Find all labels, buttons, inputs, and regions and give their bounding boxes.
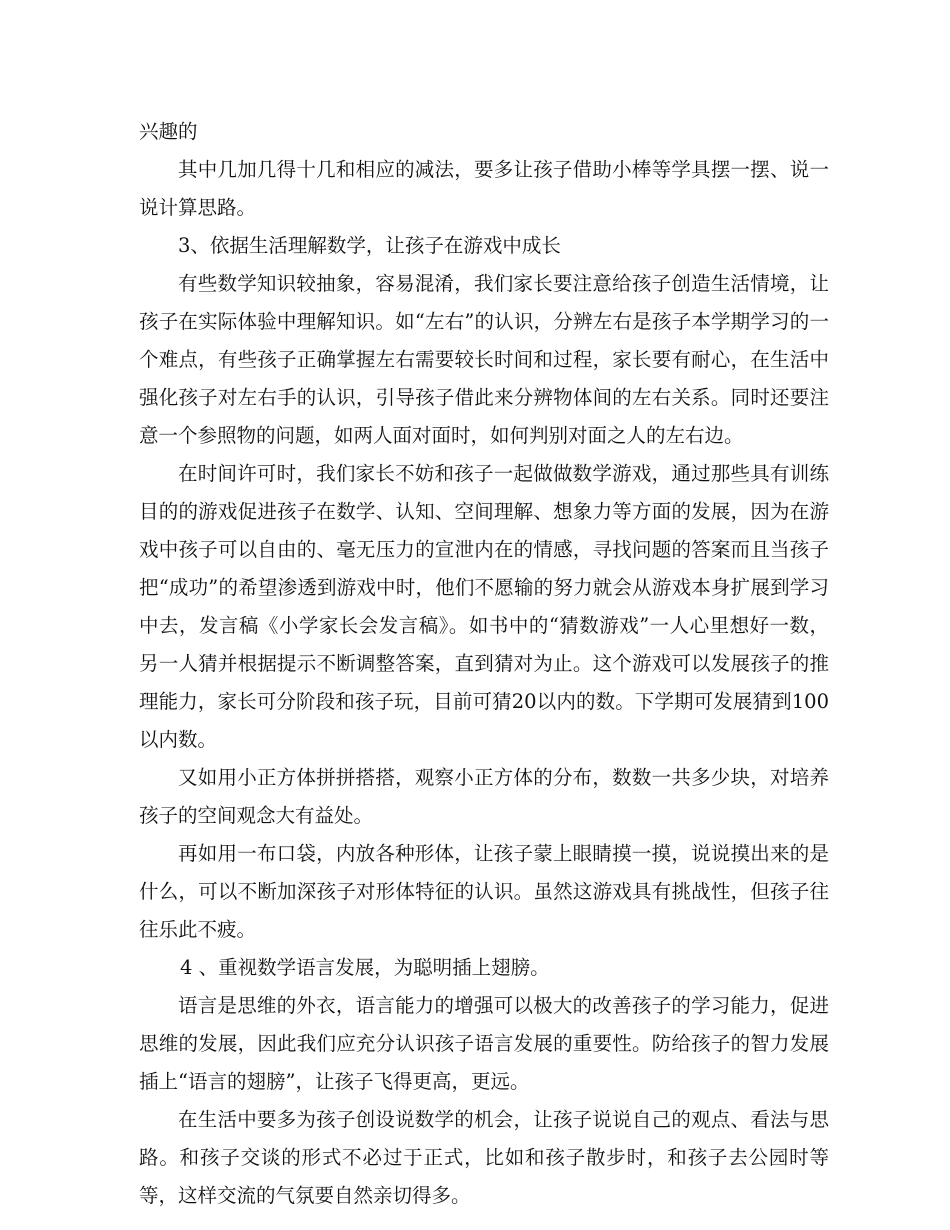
paragraph-language: 语言是思维的外衣，语言能力的增强可以极大的改善孩子的学习能力，促进思维的发展，因此我们应充分认识孩子语言发展的重要性。防给孩子的智力发展插上“语言的翅膀”，让孩子飞得更高，更远。 [139, 994, 829, 1093]
paragraph-left-right: 有些数学知识较抽象，容易混淆，我们家长要注意给孩子创造生活情境，让孩子在实际体验中理解知识。如“左右”的认识，分辨左右是孩子本学期学习的一个难点，有些孩子正确掌握左右需要较长时间和过程，家长要有耐心，在生活中强化孩子对左右手的认识，引导孩子借此来分辨物体间的左右关系。同时还要注意一个参照物的问题，如两人面对面时，如何判别对面之人的左右边。 [139, 272, 829, 447]
paragraph-math-games: 在时间许可时，我们家长不妨和孩子一起做做数学游戏，通过那些具有训练目的的游戏促进孩子在数学、认知、空间理解、想象力等方面的发展，因为在游戏中孩子可以自由的、毫无压力的宣泄内在的情感，寻找问题的答案而且当孩子把“成功”的希望渗透到游戏中时，他们不愿输的努力就会从游戏本身扩展到学习中去，发言稿《小学家长会发言稿》。如书中的“猜数游戏”一人心里想好一数，另一人猜并根据提示不断调整答案，直到猜对为止。这个游戏可以发展孩子的推理能力，家长可分阶段和孩子玩，目前可猜20以内的数。下学期可发展猜到100以内数。 [139, 462, 829, 751]
paragraph-cloth-bag: 再如用一布口袋，内放各种形体，让孩子蒙上眼睛摸一摸，说说摸出来的是什么，可以不断加深孩子对形体特征的认识。虽然这游戏具有挑战性，但孩子往往乐此不疲。 [139, 842, 829, 941]
paragraph-addition-subtraction: 其中几加几得十几和相应的减法，要多让孩子借助小棒等学具摆一摆、说一说计算思路。 [139, 158, 829, 219]
document-body [139, 113, 829, 1215]
paragraph-cubes: 又如用小正方体拼拼搭搭，观察小正方体的分布，数数一共多少块，对培养孩子的空间观念大有益处。 [139, 766, 829, 827]
section-heading-4: 4 、重视数学语言发展，为聪明插上翅膀。 [180, 956, 550, 979]
paragraph-continuation: 兴趣的 [139, 120, 198, 143]
paragraph-talk-math: 在生活中要多为孩子创设说数学的机会，让孩子说说自己的观点、看法与思路。和孩子交谈的形式不必过于正式，比如和孩子散步时，和孩子去公园时等等，这样交流的气氛要自然亲切得多。 [139, 1108, 829, 1207]
section-heading-3: 3、依据生活理解数学，让孩子在游戏中成长 [178, 234, 561, 257]
